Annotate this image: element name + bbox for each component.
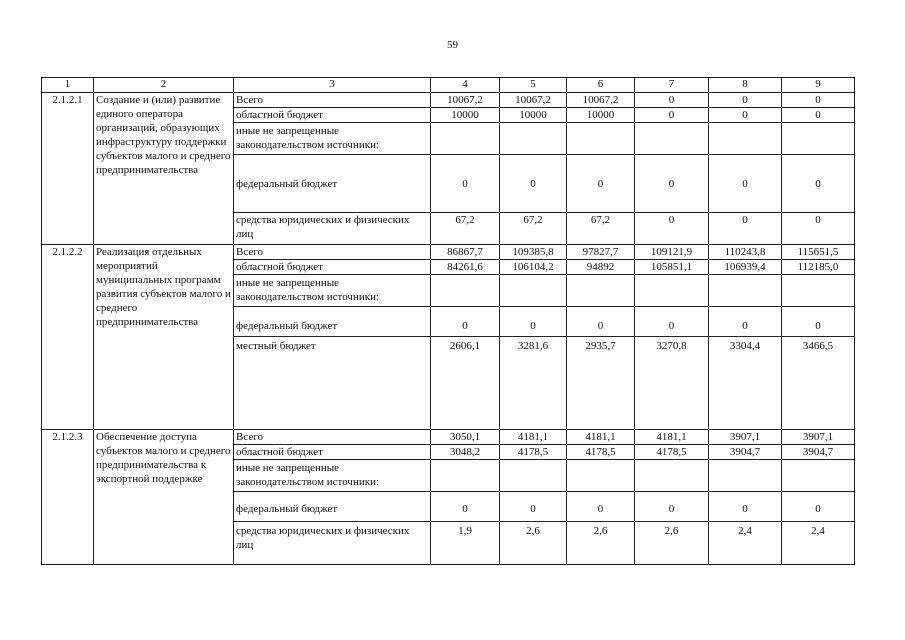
value-cell: 67,2 xyxy=(567,213,635,245)
table-row xyxy=(42,430,855,445)
funding-source: средства юридических и физических лиц xyxy=(234,522,431,565)
value-cell: 106939,4 xyxy=(709,260,782,275)
page-number: 59 xyxy=(447,39,458,51)
value-cell xyxy=(500,123,567,155)
table-row xyxy=(42,93,855,108)
value-cell: 0 xyxy=(709,108,782,123)
value-cell: 0 xyxy=(431,307,500,337)
funding-source: федеральный бюджет xyxy=(234,307,431,337)
value-cell: 105851,1 xyxy=(635,260,709,275)
value-cell: 0 xyxy=(431,492,500,522)
value-cell: 0 xyxy=(709,155,782,213)
value-cell: 4181,1 xyxy=(635,430,709,445)
value-cell: 94892 xyxy=(567,260,635,275)
value-cell: 0 xyxy=(635,492,709,522)
value-cell: 0 xyxy=(635,108,709,123)
header-row xyxy=(42,78,855,93)
value-cell: 0 xyxy=(782,155,855,213)
header-cell: 1 xyxy=(42,78,94,93)
value-cell: 2,4 xyxy=(782,522,855,565)
header-cell: 5 xyxy=(500,78,567,93)
funding-source: федеральный бюджет xyxy=(234,155,431,213)
table-row xyxy=(42,245,855,260)
value-cell: 0 xyxy=(709,213,782,245)
value-cell xyxy=(567,460,635,492)
header-cell: 6 xyxy=(567,78,635,93)
value-cell: 0 xyxy=(782,492,855,522)
value-cell: 3907,1 xyxy=(782,430,855,445)
value-cell: 0 xyxy=(500,492,567,522)
header-cell: 3 xyxy=(234,78,431,93)
value-cell xyxy=(709,275,782,307)
value-cell xyxy=(635,275,709,307)
value-cell: 10067,2 xyxy=(567,93,635,108)
funding-source: Всего xyxy=(234,93,431,108)
value-cell xyxy=(500,460,567,492)
value-cell xyxy=(500,275,567,307)
measure-name: Реализация отдельных мероприятий муниципальных программ развития субъектов малого и среднего предпринимательства xyxy=(94,245,234,430)
value-cell: 3904,7 xyxy=(782,445,855,460)
funding-source: средства юридических и физических лиц xyxy=(234,213,431,245)
value-cell xyxy=(431,460,500,492)
funding-source: местный бюджет xyxy=(234,337,431,430)
value-cell: 10000 xyxy=(500,108,567,123)
value-cell: 0 xyxy=(500,307,567,337)
value-cell: 2,6 xyxy=(635,522,709,565)
value-cell xyxy=(635,460,709,492)
value-cell: 86867,7 xyxy=(431,245,500,260)
value-cell: 2606,1 xyxy=(431,337,500,430)
value-cell: 3270,8 xyxy=(635,337,709,430)
value-cell: 0 xyxy=(635,307,709,337)
value-cell: 0 xyxy=(567,155,635,213)
measure-name: Создание и (или) развитие единого оператора организаций, образующих инфраструктуру поддержки субъектов малого и среднего предпринимательства xyxy=(94,93,234,245)
value-cell: 0 xyxy=(431,155,500,213)
value-cell: 4181,1 xyxy=(567,430,635,445)
value-cell: 10067,2 xyxy=(431,93,500,108)
value-cell xyxy=(635,123,709,155)
value-cell: 10000 xyxy=(431,108,500,123)
value-cell: 3048,2 xyxy=(431,445,500,460)
value-cell xyxy=(709,460,782,492)
value-cell xyxy=(782,460,855,492)
funding-source: областной бюджет xyxy=(234,445,431,460)
value-cell: 84261,6 xyxy=(431,260,500,275)
budget-table xyxy=(41,77,855,565)
value-cell: 112185,0 xyxy=(782,260,855,275)
value-cell: 106104,2 xyxy=(500,260,567,275)
value-cell xyxy=(431,275,500,307)
value-cell: 0 xyxy=(709,307,782,337)
value-cell: 0 xyxy=(500,155,567,213)
value-cell xyxy=(782,123,855,155)
value-cell: 109121,9 xyxy=(635,245,709,260)
header-cell: 4 xyxy=(431,78,500,93)
value-cell: 3904,7 xyxy=(709,445,782,460)
value-cell: 115651,5 xyxy=(782,245,855,260)
header-cell: 8 xyxy=(709,78,782,93)
value-cell: 0 xyxy=(709,93,782,108)
value-cell: 0 xyxy=(567,492,635,522)
funding-source: иные не запрещенные законодательством источники: xyxy=(234,123,431,155)
value-cell: 3050,1 xyxy=(431,430,500,445)
measure-name: Обеспечение доступа субъектов малого и среднего предпринимательства к экспортной поддержке xyxy=(94,430,234,565)
header-cell: 2 xyxy=(94,78,234,93)
value-cell: 0 xyxy=(635,213,709,245)
funding-source: иные не запрещенные законодательством источники: xyxy=(234,460,431,492)
value-cell: 0 xyxy=(635,155,709,213)
row-number: 2.1.2.1 xyxy=(42,93,94,245)
value-cell: 97827,7 xyxy=(567,245,635,260)
value-cell: 0 xyxy=(709,492,782,522)
header-cell: 7 xyxy=(635,78,709,93)
value-cell: 109385,8 xyxy=(500,245,567,260)
value-cell: 0 xyxy=(782,307,855,337)
funding-source: Всего xyxy=(234,245,431,260)
funding-source: областной бюджет xyxy=(234,260,431,275)
value-cell: 2935,7 xyxy=(567,337,635,430)
value-cell: 0 xyxy=(782,108,855,123)
value-cell: 1,9 xyxy=(431,522,500,565)
value-cell: 2,6 xyxy=(567,522,635,565)
value-cell: 0 xyxy=(782,213,855,245)
value-cell: 3281,6 xyxy=(500,337,567,430)
row-number: 2.1.2.2 xyxy=(42,245,94,430)
funding-source: федеральный бюджет xyxy=(234,492,431,522)
value-cell: 0 xyxy=(635,93,709,108)
value-cell: 4178,5 xyxy=(567,445,635,460)
value-cell: 4178,5 xyxy=(500,445,567,460)
value-cell: 10000 xyxy=(567,108,635,123)
value-cell: 3466,5 xyxy=(782,337,855,430)
value-cell: 3304,4 xyxy=(709,337,782,430)
value-cell: 0 xyxy=(782,93,855,108)
value-cell xyxy=(782,275,855,307)
funding-source: иные не запрещенные законодательством источники: xyxy=(234,275,431,307)
value-cell: 67,2 xyxy=(500,213,567,245)
value-cell: 4181,1 xyxy=(500,430,567,445)
value-cell: 3907,1 xyxy=(709,430,782,445)
value-cell: 110243,8 xyxy=(709,245,782,260)
funding-source: Всего xyxy=(234,430,431,445)
value-cell xyxy=(567,275,635,307)
header-cell: 9 xyxy=(782,78,855,93)
value-cell: 2,6 xyxy=(500,522,567,565)
value-cell xyxy=(567,123,635,155)
value-cell: 10067,2 xyxy=(500,93,567,108)
funding-source: областной бюджет xyxy=(234,108,431,123)
value-cell: 67,2 xyxy=(431,213,500,245)
value-cell xyxy=(709,123,782,155)
value-cell: 0 xyxy=(567,307,635,337)
row-number: 2.1.2.3 xyxy=(42,430,94,565)
value-cell: 4178,5 xyxy=(635,445,709,460)
value-cell xyxy=(431,123,500,155)
value-cell: 2,4 xyxy=(709,522,782,565)
